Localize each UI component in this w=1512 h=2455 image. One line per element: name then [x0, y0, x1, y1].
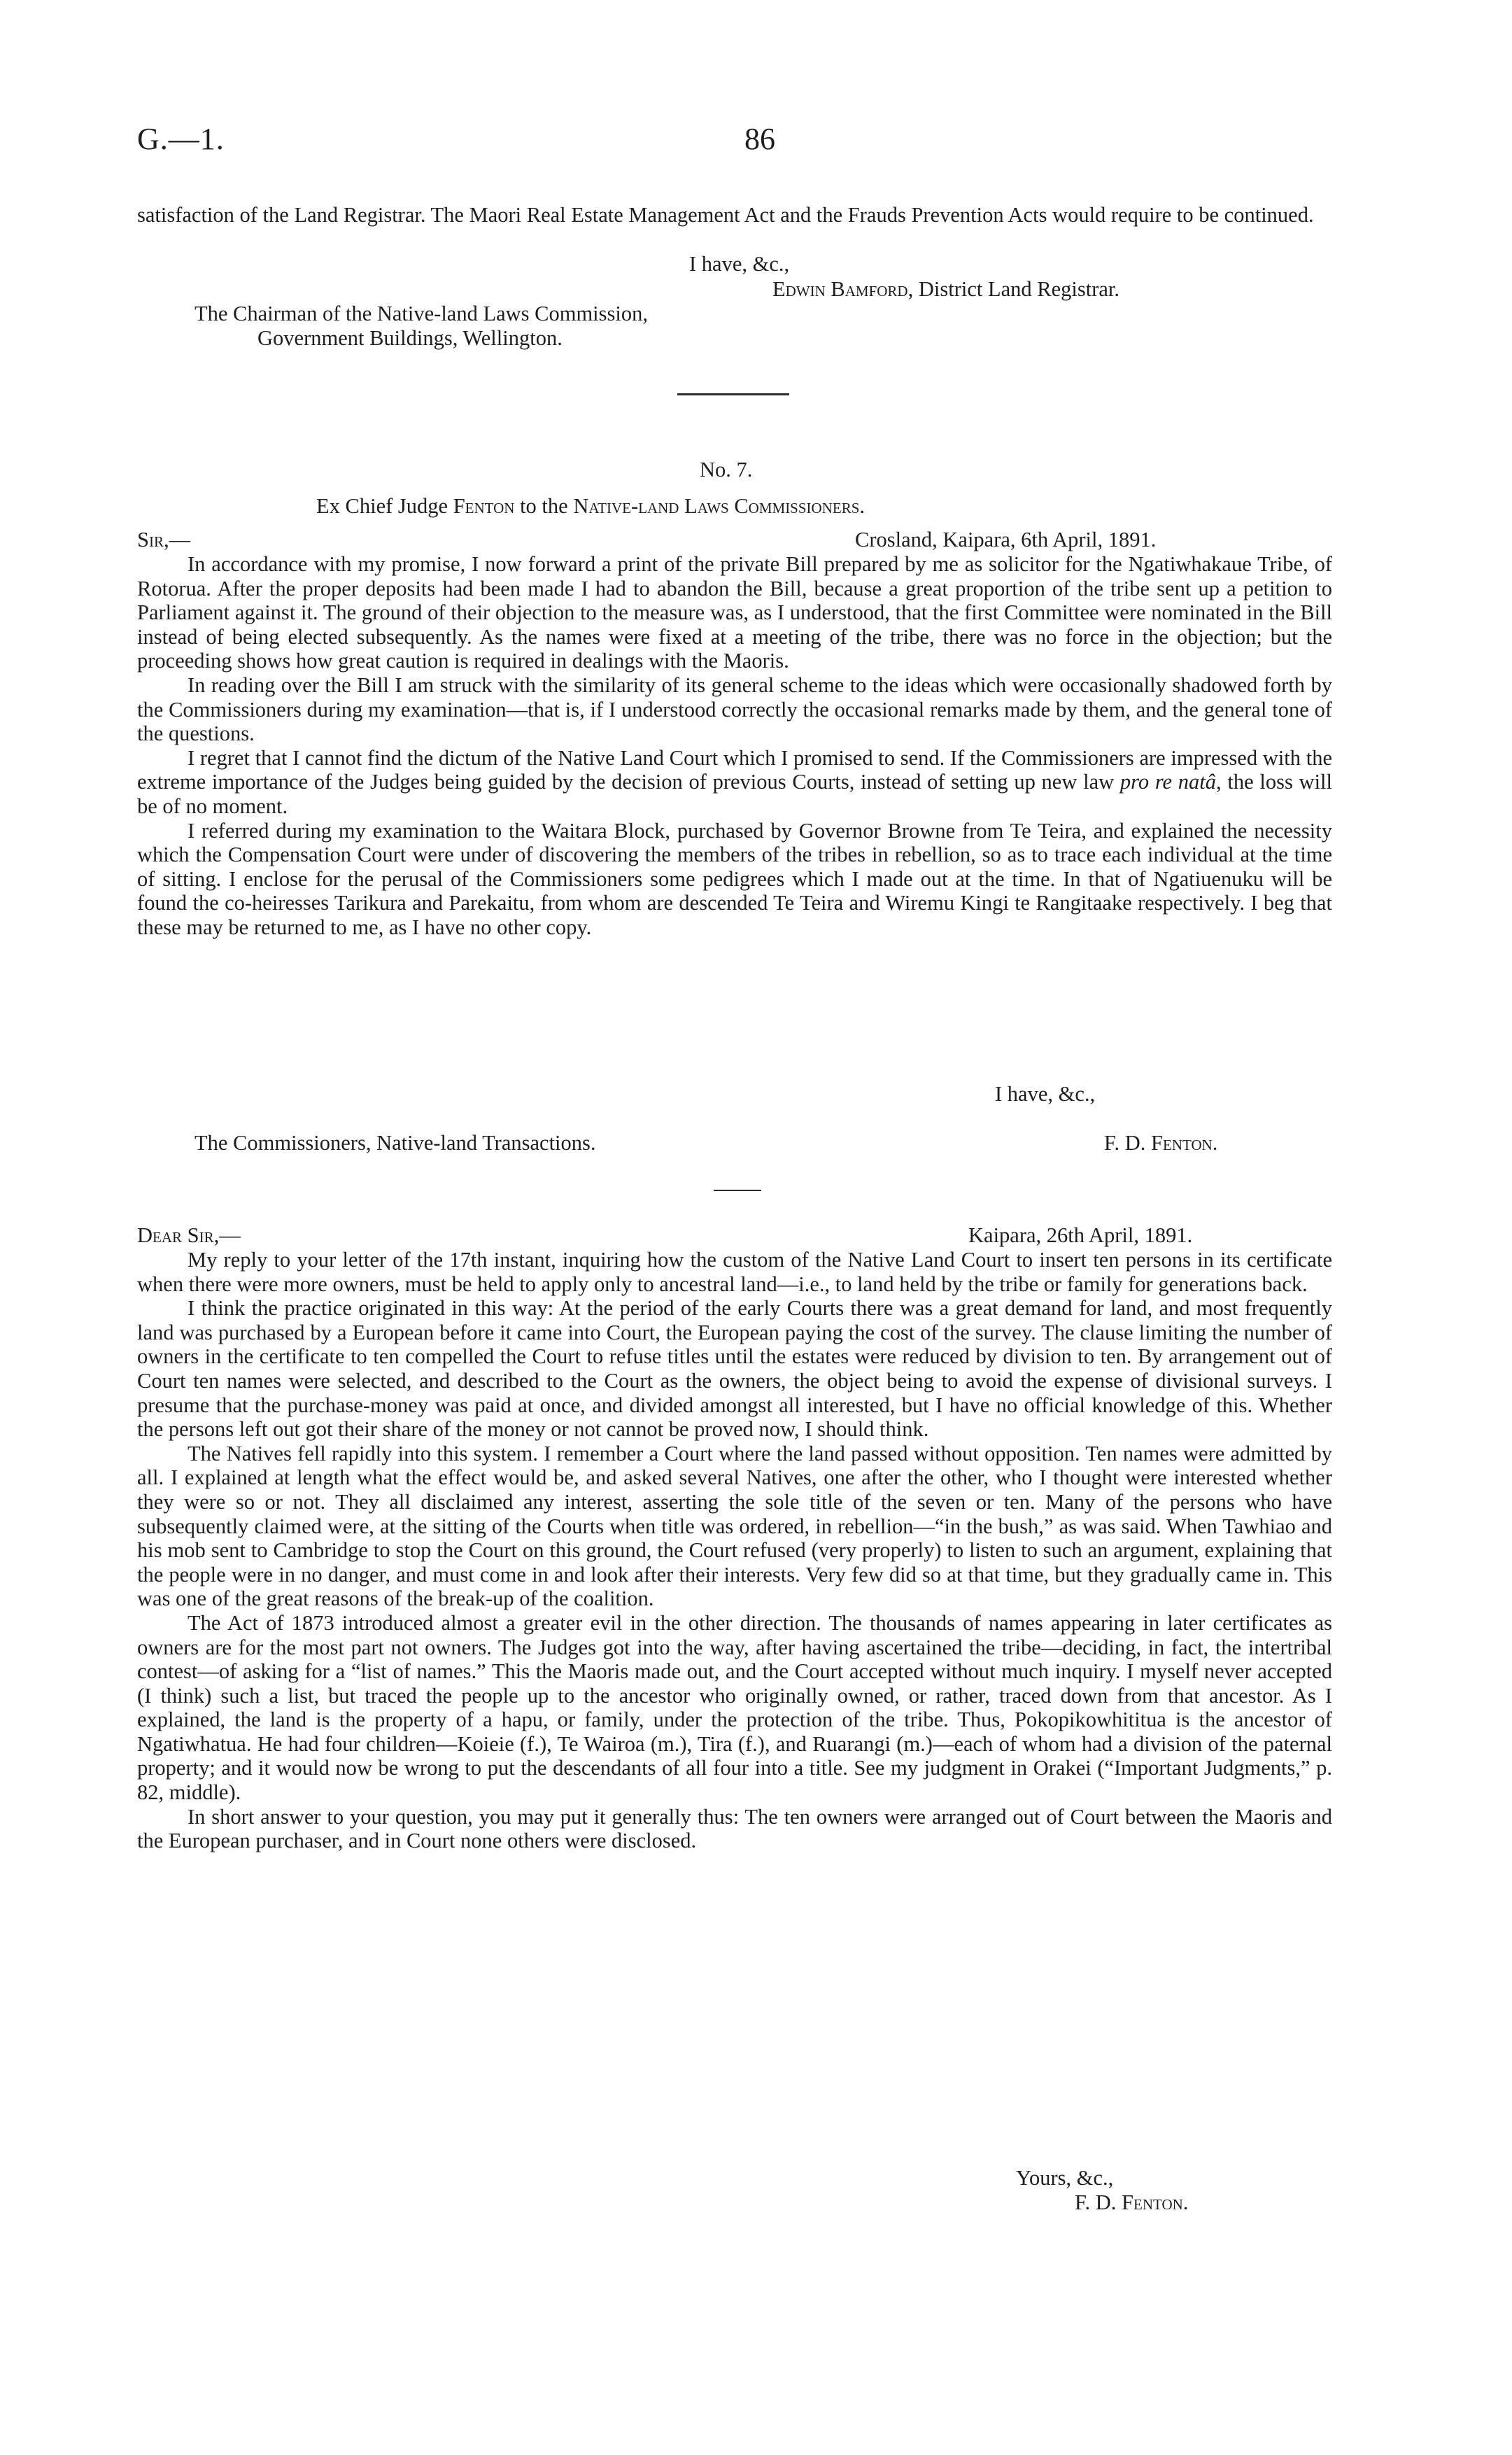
- document-number: No. 7.: [700, 458, 753, 481]
- place-date: Crosland, Kaipara, 6th April, 1891.: [855, 528, 1157, 551]
- letter-body: [137, 552, 1332, 940]
- addressee: The Commissioners, Native-land Transactions.: [195, 1131, 596, 1155]
- continuation-paragraph: satisfaction of the Land Registrar. The Maori Real Estate Management Act and the Frauds Prevention Acts would require to be continued.: [137, 203, 1314, 227]
- place-date: Kaipara, 26th April, 1891.: [968, 1223, 1193, 1247]
- paragraph: In reading over the Bill I am struck with the similarity of its general scheme to the ideas which were occasionally shadowed forth by the Commissioners during my examination—that is, if I understood correctly the occasional remarks made by them, and the general tone of the questions.: [137, 673, 1332, 746]
- paragraph: In accordance with my promise, I now forward a print of the private Bill prepared by me as solicitor for the Ngatiwhakaue Tribe, of Rotorua. After the proper deposits had been made I had to abandon the Bill, because a great proportion of the tribe sent up a petition to Parliament against it. The ground of their objection to the measure was, as I understood, that the first Committee were nominated in the Bill instead of being elected subsequently. As the names were fixed at a meeting of the tribe, there was no force in the objection; but the proceeding shows how great caution is required in dealings with the Maoris.: [137, 552, 1332, 673]
- signature-name: Edwin Bamford: [772, 277, 908, 301]
- para3-text-end: , the loss will be of no moment.: [137, 770, 1333, 818]
- section-divider: [677, 393, 789, 395]
- series-reference: G.—1.: [137, 122, 225, 156]
- heading-name: Fenton: [453, 494, 515, 518]
- closing-have: I have, &c.,: [689, 252, 790, 276]
- heading-prefix: Ex Chief Judge: [316, 494, 453, 518]
- salutation: Dear Sir,—: [137, 1223, 241, 1247]
- paragraph: The Natives fell rapidly into this system. I remember a Court where the land passed without opposition. Ten names were admitted by all. I explained at length what the effect would be, and asked several Natives, one after the other, who I thought were interested whether they were so or not. They all disclaimed any interest, asserting the sole title of the seven or ten. Many of the persons who have subsequently claimed were, at the sitting of the Courts when title was ordered, in rebellion—“in the bush,” as was said. When Tawhiao and his mob sent to Cambridge to stop the Court on this ground, the Court refused (very properly) to listen to such an argument, explaining that the people were in no danger, and must come in and look after their interests. Very few did so at that time, but they gradually came in. This was one of the great reasons of the break-up of the coalition.: [137, 1441, 1332, 1611]
- letter-heading: [316, 494, 865, 519]
- salutation: Sir,—: [137, 528, 191, 551]
- paragraph: [137, 746, 1332, 819]
- signature-title: , District Land Registrar.: [907, 277, 1120, 301]
- closing-have: I have, &c.,: [995, 1082, 1096, 1106]
- closing-yours: Yours, &c.,: [1016, 2166, 1114, 2190]
- signature: F. D. Fenton.: [1104, 1131, 1218, 1155]
- paragraph: I think the practice originated in this way: At the period of the early Courts there was a great demand for land, and most frequently land was purchased by a European before it came into Court, the European paying the cost of the survey. The clause limiting the number of owners in the certificate to ten compelled the Court to refuse titles until the estates were reduced by division to ten. By arrangement out of Court ten names were selected, and described to the Court as the owners, the object being to avoid the expense of divisional surveys. I presume that the purchase-money was paid at once, and divided amongst all interested, but I have no official knowledge of this. Whether the persons left out got their share of the money or not cannot be proved now, I should think.: [137, 1296, 1332, 1442]
- heading-mid: to the: [514, 494, 574, 518]
- letter-body: [137, 1248, 1332, 1853]
- paragraph: In short answer to your question, you may put it generally thus: The ten owners were arranged out of Court between the Maoris and the European purchaser, and in Court none others were disclosed.: [137, 1804, 1332, 1853]
- paragraph: I referred during my examination to the Waitara Block, purchased by Governor Browne from Te Teira, and explained the necessity which the Compensation Court were under of discovering the members of the tribes in rebellion, so as to trace each individual at the time of sitting. I enclose for the perusal of the Commissioners some pedigrees which I made out at the time. In that of Ngatiuenuku will be found the co-heiresses Tarikura and Parekaitu, from whom are descended Te Teira and Wiremu Kingi te Rangitaake respectively. I beg that these may be returned to me, as I have no other copy.: [137, 818, 1332, 939]
- heading-target: Native-land Laws Commissioners.: [573, 494, 865, 518]
- signature-bamford: [772, 277, 1119, 302]
- addressee-line-2: Government Buildings, Wellington.: [257, 326, 563, 350]
- paragraph: My reply to your letter of the 17th instant, inquiring how the custom of the Native Land Court to insert ten persons in its certificate when there were more owners, must be held to apply only to ancestral land—i.e., to land held by the tribe or family for generations back.: [137, 1248, 1332, 1296]
- signature: F. D. Fenton.: [1075, 2190, 1189, 2214]
- section-divider: [714, 1190, 761, 1191]
- latin-phrase: pro re natâ: [1119, 770, 1217, 794]
- para3-text: I regret that I cannot find the dictum of the Native Land Court which I promised to send. If the Commissioners are impressed with the extreme importance of the Judges being guided by the decision of previous Courts, instead of setting up new law: [137, 745, 1332, 794]
- paragraph: The Act of 1873 introduced almost a greater evil in the other direction. The thousands of names appearing in later certificates as owners are for the most part not owners. The Judges got into the way, after having ascertained the tribe—deciding, in fact, the intertribal contest—of asking for a “list of names.” This the Maoris made out, and the Court accepted without much inquiry. I myself never accepted (I think) such a list, but traced the people up to the ancestor who originally owned, or rather, traced down from that ancestor. As I explained, the land is the property of a hapu, or family, under the protection of the tribe. Thus, Pokopikowhititua is the ancestor of Ngatiwhatua. He had four children—Koieie (f.), Te Wairoa (m.), Tira (f.), and Ruarangi (m.)—each of whom had a division of the paternal property; and it would now be wrong to put the descendants of all four into a title. See my judgment in Orakei (“Important Judgments,” p. 82, middle).: [137, 1610, 1332, 1805]
- addressee-line-1: The Chairman of the Native-land Laws Commission,: [195, 302, 648, 325]
- page-number: 86: [744, 122, 775, 156]
